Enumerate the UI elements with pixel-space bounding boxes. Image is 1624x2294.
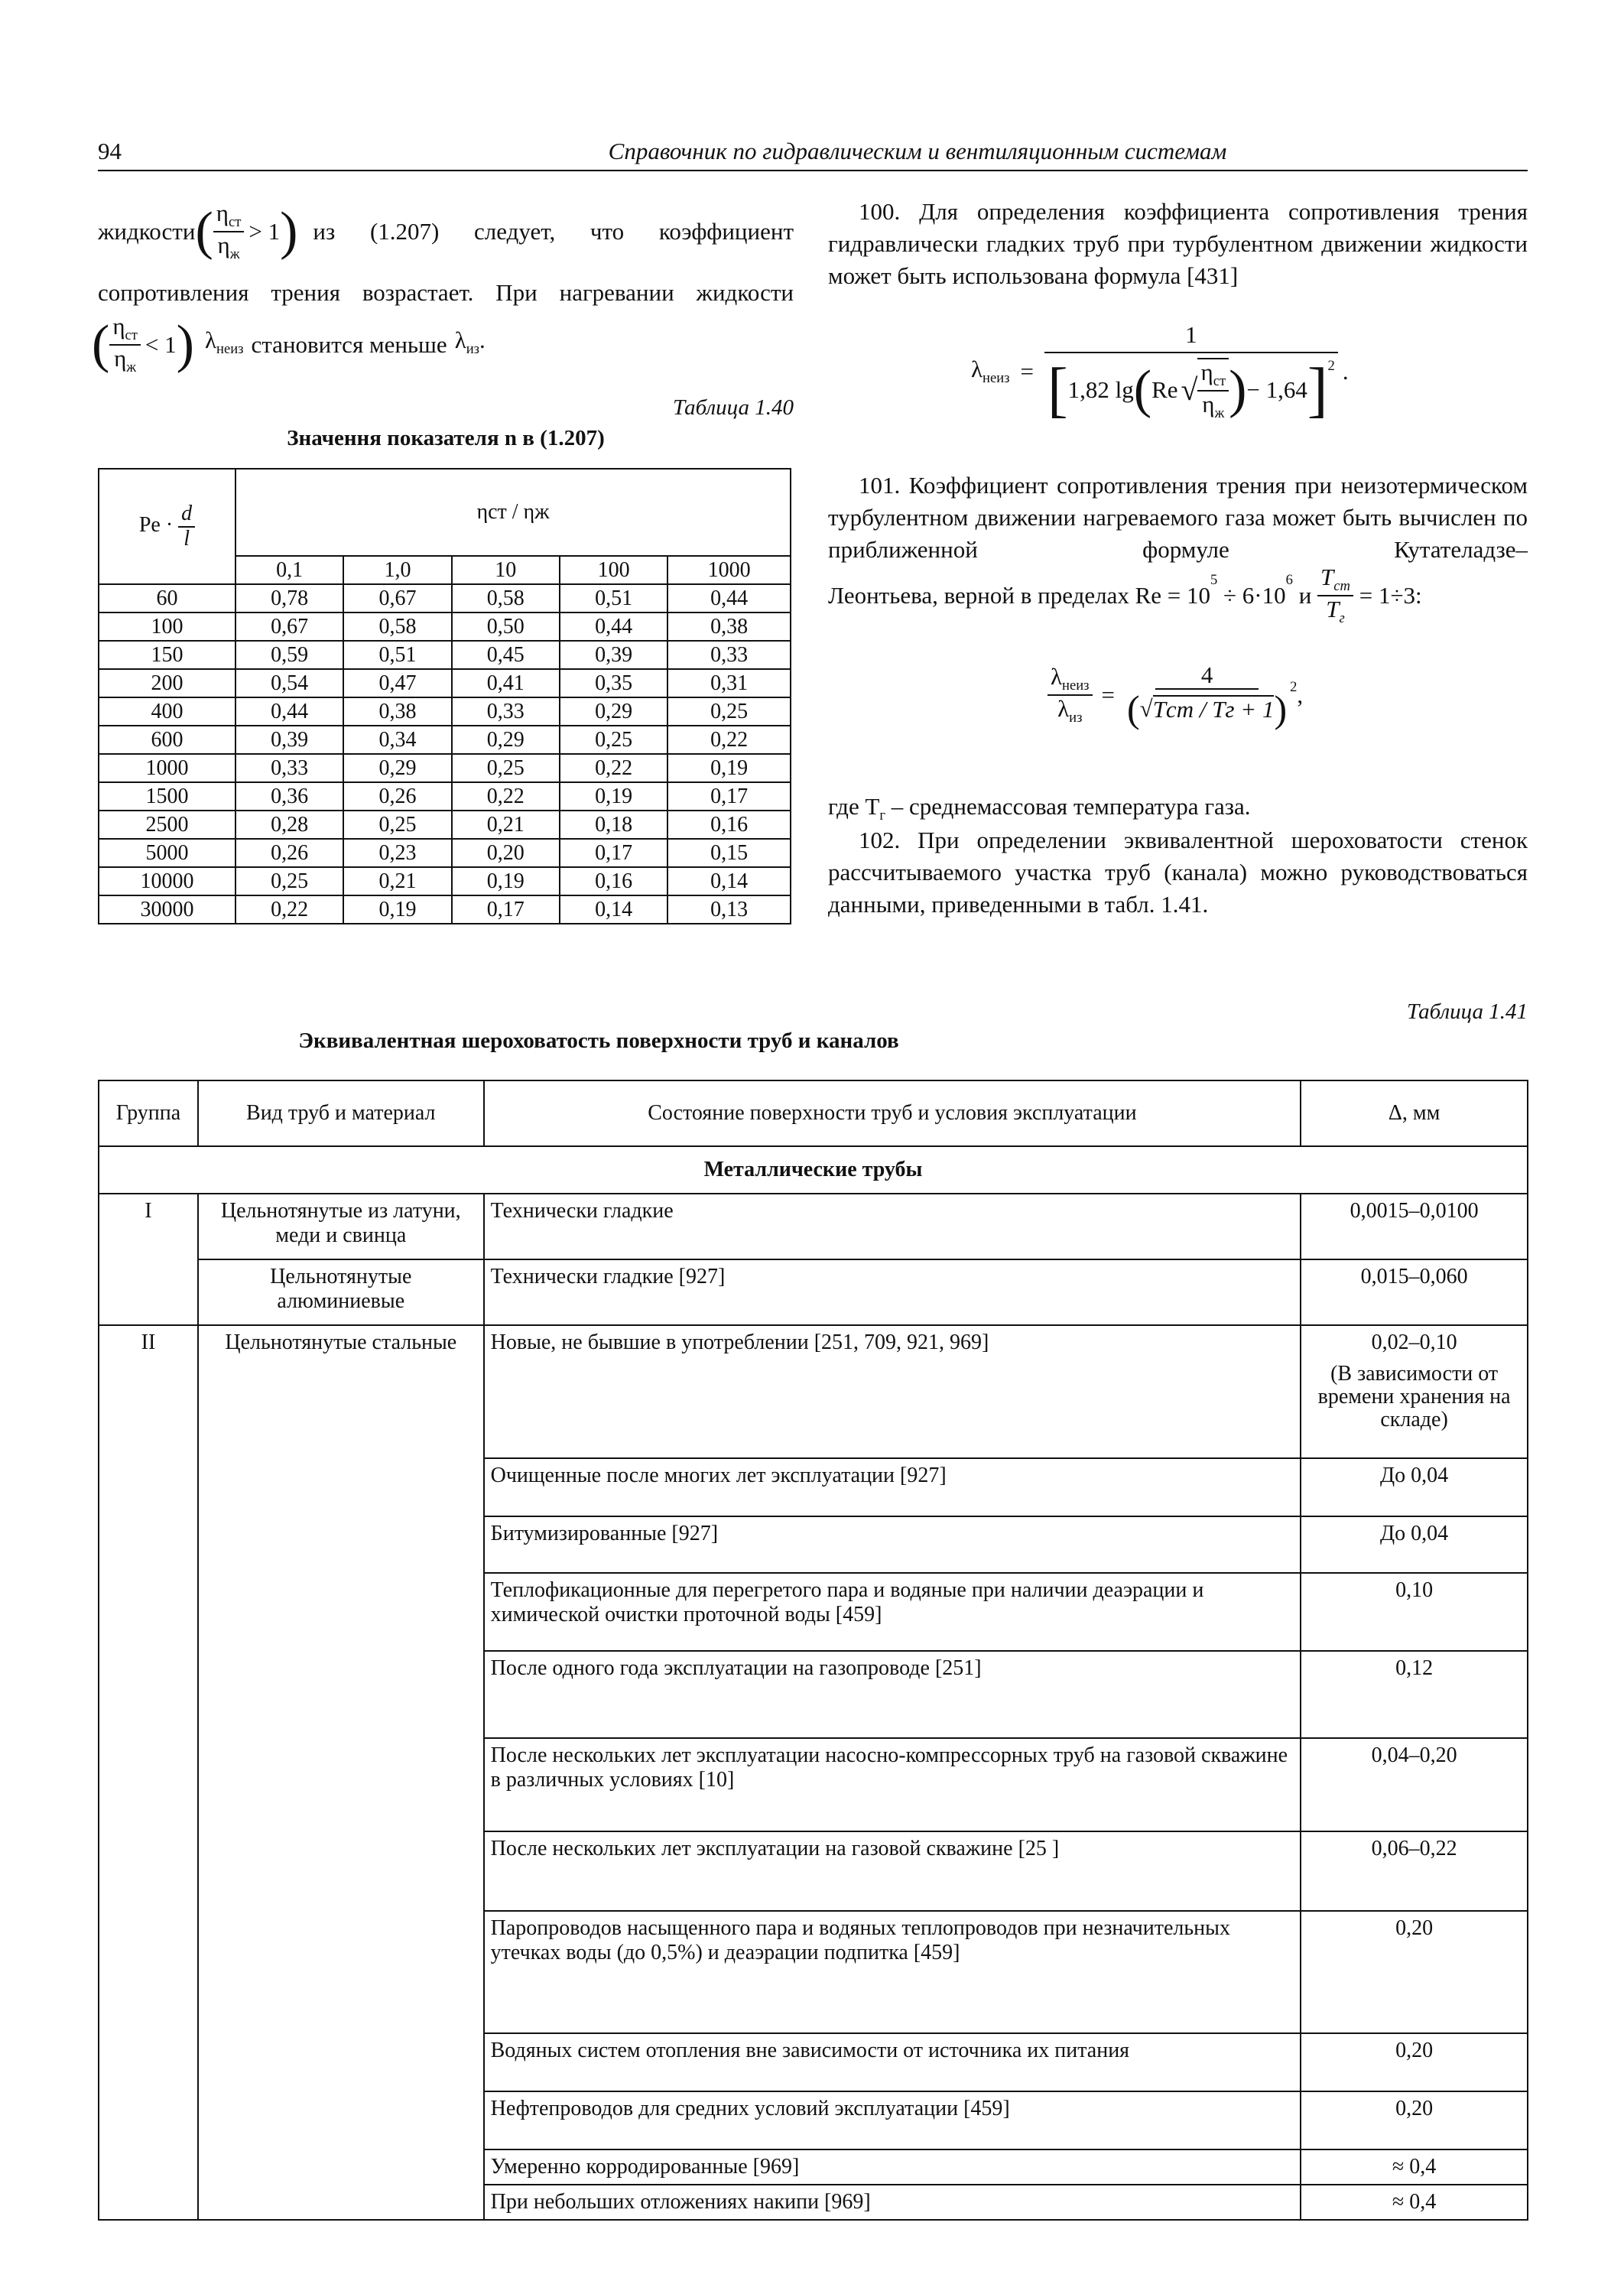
n-value-cell: 0,21 bbox=[452, 811, 560, 839]
n-value-cell: 0,33 bbox=[667, 641, 791, 669]
state-row: Водяных систем отопления вне зависимости от источника их питания bbox=[484, 2033, 1301, 2091]
intro-line-2: сопротивления трения возрастает. При нагревании жидкости bbox=[98, 279, 794, 306]
material-brass: Цельнотянутые из латуни, меди и свинца bbox=[198, 1194, 484, 1259]
pe-value-cell: 10000 bbox=[99, 867, 235, 895]
n-value-cell: 0,38 bbox=[343, 697, 451, 726]
state-row: После нескольких лет эксплуатации на газовой скважине [25 ] bbox=[484, 1831, 1301, 1911]
n-value-cell: 0,58 bbox=[343, 612, 451, 641]
n-value-cell: 0,22 bbox=[560, 754, 667, 782]
formula-kutateladze: $\frac{\lambda_{неиз}}{\lambda_{из}}$ = 4 ( √ Tст / Tг + 1 ) $^2$ , bbox=[1047, 662, 1303, 728]
table-140-label: Таблица 1.40 bbox=[673, 395, 794, 420]
header-rule bbox=[98, 170, 1528, 171]
state-row: Очищенные после многих лет эксплуатации [927] bbox=[484, 1458, 1301, 1516]
value-row-note: (В зависимости от времени хранения на складе) bbox=[1317, 1362, 1511, 1431]
n-value-cell: 0,54 bbox=[235, 669, 343, 697]
table-row bbox=[99, 754, 791, 782]
n-value-cell: 0,29 bbox=[560, 697, 667, 726]
material-aluminium: Цельнотянутые алюминиевые bbox=[198, 1259, 484, 1325]
table-row bbox=[99, 895, 791, 924]
ratio-column-header: 1000 bbox=[667, 556, 791, 584]
n-value-cell: 0,21 bbox=[343, 867, 451, 895]
n-value-cell: 0,39 bbox=[235, 726, 343, 754]
n-value-cell: 0,22 bbox=[452, 782, 560, 811]
value-row: 0,20 bbox=[1301, 2091, 1528, 2149]
n-value-cell: 0,67 bbox=[343, 584, 451, 612]
n-value-cell: 0,14 bbox=[667, 867, 791, 895]
table-row bbox=[99, 697, 791, 726]
value-row: До 0,04 bbox=[1301, 1516, 1528, 1573]
n-value-cell: 0,33 bbox=[452, 697, 560, 726]
n-value-cell: 0,47 bbox=[343, 669, 451, 697]
value-row: 0,015–0,060 bbox=[1301, 1259, 1528, 1325]
pe-value-cell: 100 bbox=[99, 612, 235, 641]
n-value-cell: 0,31 bbox=[667, 669, 791, 697]
n-value-cell: 0,34 bbox=[343, 726, 451, 754]
table-row bbox=[99, 612, 791, 641]
table-141-header bbox=[99, 1080, 1528, 1146]
where-line: где $T_г$ – среднемассовая температура газа. bbox=[828, 793, 1251, 824]
table-row bbox=[99, 811, 791, 839]
formula-lambda-neiz: $\lambda_{неиз}$ = 1 [ 1,82 lg ( Re √ $\frac{\eta_{ст}}{\eta_ж}$ ) − 1,64 ] $^2$ . bbox=[971, 321, 1349, 424]
n-value-cell: 0,17 bbox=[667, 782, 791, 811]
ratio-column-header: 100 bbox=[560, 556, 667, 584]
pe-value-cell: 600 bbox=[99, 726, 235, 754]
n-value-cell: 0,51 bbox=[343, 641, 451, 669]
pe-value-cell: 400 bbox=[99, 697, 235, 726]
n-value-cell: 0,39 bbox=[560, 641, 667, 669]
intro-ratio-lt: ( $\frac{\eta_{ст}}{\eta_ж}$ < 1 ) bbox=[92, 313, 194, 375]
n-value-cell: 0,16 bbox=[667, 811, 791, 839]
state-row: Технически гладкие bbox=[484, 1194, 1301, 1259]
pe-value-cell: 200 bbox=[99, 669, 235, 697]
n-value-cell: 0,44 bbox=[667, 584, 791, 612]
state-row: После нескольких лет эксплуатации насосно-компрессорных труб на газовой скважине в различных условиях [10] bbox=[484, 1738, 1301, 1831]
pe-value-cell: 30000 bbox=[99, 895, 235, 924]
n-value-cell: 0,25 bbox=[343, 811, 451, 839]
table-row bbox=[99, 839, 791, 867]
n-value-cell: 0,33 bbox=[235, 754, 343, 782]
intro-line1-rest: из (1.207) следует, что коэффициент bbox=[313, 217, 794, 245]
table-141-label: Таблица 1.41 bbox=[1407, 999, 1528, 1024]
n-value-cell: 0,41 bbox=[452, 669, 560, 697]
para-102: 102. При определении эквивалентной шероховатости стенок рассчитываемого участка труб (канала) можно руководствоваться данными, приведенными в табл. 1.41. bbox=[828, 827, 1528, 918]
pe-value-cell: 1500 bbox=[99, 782, 235, 811]
value-row: До 0,04 bbox=[1301, 1458, 1528, 1516]
para-101: 101. Коэффициент сопротивления трения при неизотермическом турбулентном движении нагреваемого газа может быть вычислен по приближенной формуле Кутателадзе– bbox=[828, 472, 1528, 563]
table-row bbox=[99, 669, 791, 697]
para-100: 100. Для определения коэффициента сопротивления трения гидравлически гладких труб при турбулентном движении жидкости может быть использована формула [431] bbox=[828, 198, 1528, 289]
value-row: 0,04–0,20 bbox=[1301, 1738, 1528, 1831]
state-row: Технически гладкие [927] bbox=[484, 1259, 1301, 1325]
n-value-cell: 0,14 bbox=[560, 895, 667, 924]
table-row bbox=[99, 726, 791, 754]
ratio-column-header: 0,1 bbox=[235, 556, 343, 584]
state-row: Умеренно корродированные [969] bbox=[484, 2149, 1301, 2185]
n-value-cell: 0,36 bbox=[235, 782, 343, 811]
col-group: Группа bbox=[99, 1080, 198, 1146]
value-row-main: 0,02–0,10 bbox=[1371, 1331, 1457, 1354]
n-value-cell: 0,22 bbox=[667, 726, 791, 754]
page-number: 94 bbox=[98, 138, 122, 164]
table-140 bbox=[98, 468, 791, 924]
state-row: Нефтепроводов для средних условий эксплуатации [459] bbox=[484, 2091, 1301, 2149]
para-101-range: Леонтьева, верной в пределах Re = 10 $^5$ ÷ 6·10 $^6$ и $\frac{T_{ст}}{T_г}$ = 1÷3: bbox=[828, 564, 1422, 626]
n-value-cell: 0,17 bbox=[452, 895, 560, 924]
n-value-cell: 0,20 bbox=[452, 839, 560, 867]
table-140-title: Значення показателя n в (1.207) bbox=[287, 426, 605, 450]
n-value-cell: 0,19 bbox=[667, 754, 791, 782]
n-value-cell: 0,29 bbox=[452, 726, 560, 754]
intro-ratio-gt: ( $\frac{\eta_{ст}}{\eta_ж}$ > 1 ) bbox=[195, 200, 298, 262]
n-value-cell: 0,58 bbox=[452, 584, 560, 612]
section-metal: Металлические трубы bbox=[99, 1146, 1528, 1194]
n-value-cell: 0,51 bbox=[560, 584, 667, 612]
pe-value-cell: 2500 bbox=[99, 811, 235, 839]
n-value-cell: 0,19 bbox=[560, 782, 667, 811]
n-value-cell: 0,15 bbox=[667, 839, 791, 867]
ratio-column-header: 1,0 bbox=[343, 556, 451, 584]
n-value-cell: 0,18 bbox=[560, 811, 667, 839]
value-row: 0,20 bbox=[1301, 1911, 1528, 2033]
running-title: Справочник по гидравлическим и вентиляционным системам bbox=[608, 138, 1227, 164]
n-value-cell: 0,67 bbox=[235, 612, 343, 641]
n-value-cell: 0,25 bbox=[560, 726, 667, 754]
group-1: I bbox=[99, 1194, 198, 1325]
table-row bbox=[99, 641, 791, 669]
n-value-cell: 0,28 bbox=[235, 811, 343, 839]
state-row: Теплофикационные для перегретого пара и водяные при наличии деаэрации и химической очистки проточной воды [459] bbox=[484, 1573, 1301, 1651]
intro-word-fluid: жидкости bbox=[98, 217, 196, 245]
intro-line-1 bbox=[98, 200, 794, 262]
table-141-title: Эквивалентная шероховатость поверхности труб и каналов bbox=[298, 1028, 899, 1053]
value-row: ≈ 0,4 bbox=[1301, 2185, 1528, 2220]
pe-head: Pe · $\frac{d}{l}$ bbox=[99, 469, 235, 584]
n-value-cell: 0,16 bbox=[560, 867, 667, 895]
pe-value-cell: 60 bbox=[99, 584, 235, 612]
n-value-cell: 0,13 bbox=[667, 895, 791, 924]
pe-value-cell: 5000 bbox=[99, 839, 235, 867]
n-value-cell: 0,59 bbox=[235, 641, 343, 669]
value-row: 0,06–0,22 bbox=[1301, 1831, 1528, 1911]
state-row: После одного года эксплуатации на газопроводе [251] bbox=[484, 1651, 1301, 1738]
table-row bbox=[99, 584, 791, 612]
n-value-cell: 0,26 bbox=[343, 782, 451, 811]
n-value-cell: 0,23 bbox=[343, 839, 451, 867]
material-steel: Цельнотянутые стальные bbox=[198, 1325, 484, 2220]
col-material: Вид труб и материал bbox=[198, 1080, 484, 1146]
n-value-cell: 0,17 bbox=[560, 839, 667, 867]
n-value-cell: 0,45 bbox=[452, 641, 560, 669]
ratio-column-header: 10 bbox=[452, 556, 560, 584]
value-row: 0,12 bbox=[1301, 1651, 1528, 1738]
pe-value-cell: 150 bbox=[99, 641, 235, 669]
ratio-head: ηст / ηж bbox=[235, 469, 791, 556]
table-row bbox=[99, 782, 791, 811]
table-141 bbox=[98, 1080, 1528, 2221]
n-value-cell: 0,25 bbox=[452, 754, 560, 782]
n-value-cell: 0,78 bbox=[235, 584, 343, 612]
n-value-cell: 0,44 bbox=[235, 697, 343, 726]
table-row bbox=[99, 867, 791, 895]
n-value-cell: 0,35 bbox=[560, 669, 667, 697]
value-row: 0,0015–0,0100 bbox=[1301, 1194, 1528, 1259]
group-2: II bbox=[99, 1325, 198, 2220]
state-row: Новые, не бывшие в употреблении [251, 709, 921, 969] bbox=[484, 1325, 1301, 1458]
col-state: Состояние поверхности труб и условия эксплуатации bbox=[484, 1080, 1301, 1146]
n-value-cell: 0,25 bbox=[667, 697, 791, 726]
n-value-cell: 0,38 bbox=[667, 612, 791, 641]
value-row bbox=[1301, 1325, 1528, 1458]
value-row: 0,10 bbox=[1301, 1573, 1528, 1651]
n-value-cell: 0,22 bbox=[235, 895, 343, 924]
n-value-cell: 0,44 bbox=[560, 612, 667, 641]
n-value-cell: 0,19 bbox=[452, 867, 560, 895]
n-value-cell: 0,26 bbox=[235, 839, 343, 867]
state-row: Паропроводов насыщенного пара и водяных теплопроводов при незначительных утечках воды (до 0,5%) и деаэрации подпитка [459] bbox=[484, 1911, 1301, 2033]
state-row: Битумизированные [927] bbox=[484, 1516, 1301, 1573]
pe-value-cell: 1000 bbox=[99, 754, 235, 782]
value-row: 0,20 bbox=[1301, 2033, 1528, 2091]
n-value-cell: 0,19 bbox=[343, 895, 451, 924]
n-value-cell: 0,29 bbox=[343, 754, 451, 782]
n-value-cell: 0,50 bbox=[452, 612, 560, 641]
intro-line-3: ( $\frac{\eta_{ст}}{\eta_ж}$ < 1 ) $\lambda_{неиз}$ становится меньше $\lambda_{из}$. bbox=[92, 313, 486, 375]
state-row: При небольших отложениях накипи [969] bbox=[484, 2185, 1301, 2220]
col-delta: Δ, мм bbox=[1301, 1080, 1528, 1146]
value-row: ≈ 0,4 bbox=[1301, 2149, 1528, 2185]
n-value-cell: 0,25 bbox=[235, 867, 343, 895]
